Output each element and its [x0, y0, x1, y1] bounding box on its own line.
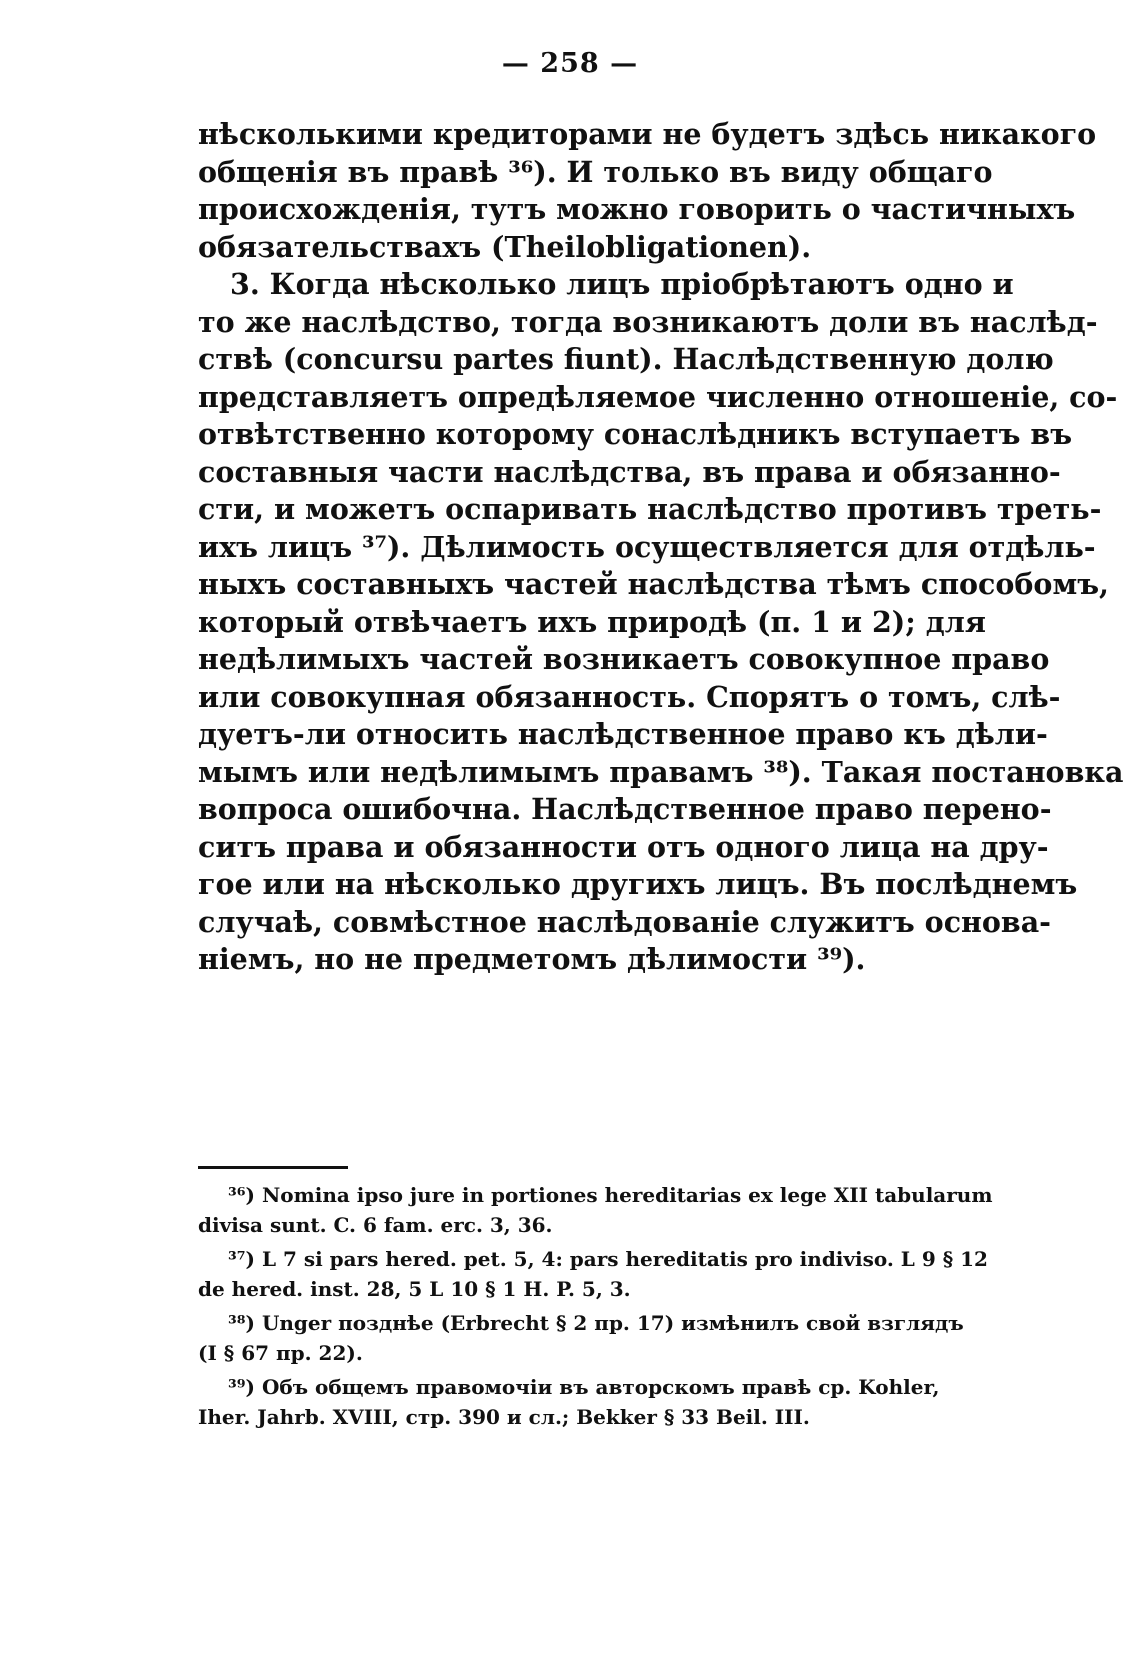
footnote-line: divisa sunt. C. 6 fam. erc. 3, 36. — [198, 1213, 553, 1237]
body-line: ніемъ, но не предметомъ дѣлимости ³⁹). — [198, 942, 866, 976]
body-line: ствѣ (concursu partes fiunt). Наслѣдственную долю — [198, 342, 1054, 376]
body-line: случаѣ, совмѣстное наслѣдованіе служитъ основа- — [198, 904, 1052, 939]
body-line: общенія въ правѣ ³⁶). И только въ виду общаго — [198, 154, 993, 189]
footnote-line: Iher. Jahrb. XVIII, стр. 390 и сл.; Bekker § 33 Beil. III. — [198, 1405, 810, 1429]
page-number: — 258 — — [501, 48, 639, 79]
body-line: мымъ или недѣлимымъ правамъ ³⁸). Такая постановка — [198, 754, 1124, 789]
footnote-line: ³⁸) Unger позднѣе (Erbrecht § 2 пр. 17) измѣнилъ свой взглядъ — [228, 1311, 964, 1335]
body-line: сти, и можетъ оспаривать наслѣдство противъ треть- — [198, 492, 1102, 526]
body-line: или совокупная обязанность. Спорятъ о томъ, слѣ- — [198, 679, 1061, 714]
footnote-36 — [198, 1180, 992, 1240]
body-line: ихъ лицъ ³⁷). Дѣлимость осуществляется для отдѣль- — [198, 529, 1096, 564]
body-line: вопроса ошибочна. Наслѣдственное право перено- — [198, 792, 1052, 826]
body-line: недѣлимыхъ частей возникаетъ совокупное право — [198, 642, 1050, 676]
body-line: составныя части наслѣдства, въ права и обязанно- — [198, 454, 1061, 489]
body-line: представляетъ опредѣляемое численно отношеніе, со- — [198, 379, 1118, 414]
footnote-line: ³⁹) Объ общемъ правомочіи въ авторскомъ правѣ ср. Kohler, — [228, 1375, 940, 1399]
footnote-line: (I § 67 пр. 22). — [198, 1341, 363, 1365]
footnote-line: ³⁶) Nomina ipso jure in portiones hereditarias ex lege XII tabularum — [228, 1183, 993, 1207]
footnote-separator — [198, 1166, 348, 1169]
body-line: ныхъ составныхъ частей наслѣдства тѣмъ способомъ, — [198, 567, 1109, 601]
body-line: нѣсколькими кредиторами не будетъ здѣсь никакого — [198, 117, 1097, 151]
body-line-paragraph-start: 3. Когда нѣсколько лицъ пріобрѣтаютъ одно и — [230, 267, 1014, 301]
body-text — [198, 116, 1124, 979]
body-line: отвѣтственно которому сонаслѣдникъ вступаетъ въ — [198, 417, 1073, 451]
footnote-37 — [198, 1244, 992, 1304]
body-line: ситъ права и обязанности отъ одного лица на дру- — [198, 829, 1049, 864]
footnotes — [198, 1180, 992, 1436]
body-line: гое или на нѣсколько другихъ лицъ. Въ послѣднемъ — [198, 867, 1078, 901]
body-line: дуетъ-ли относить наслѣдственное право къ дѣли- — [198, 717, 1048, 751]
footnote-line: de hered. inst. 28, 5 L 10 § 1 H. P. 5, 3. — [198, 1277, 631, 1301]
body-line: который отвѣчаетъ ихъ природѣ (п. 1 и 2); для — [198, 604, 986, 639]
body-line: происхожденія, тутъ можно говорить о частичныхъ — [198, 192, 1076, 226]
body-line: обязательствахъ (Theilobligationen). — [198, 229, 812, 264]
footnote-line: ³⁷) L 7 si pars hered. pet. 5, 4: pars hereditatis pro indiviso. L 9 § 12 — [228, 1247, 988, 1271]
footnote-38 — [198, 1308, 992, 1368]
body-line: то же наслѣдство, тогда возникаютъ доли въ наслѣд- — [198, 304, 1098, 339]
footnote-39 — [198, 1372, 992, 1432]
